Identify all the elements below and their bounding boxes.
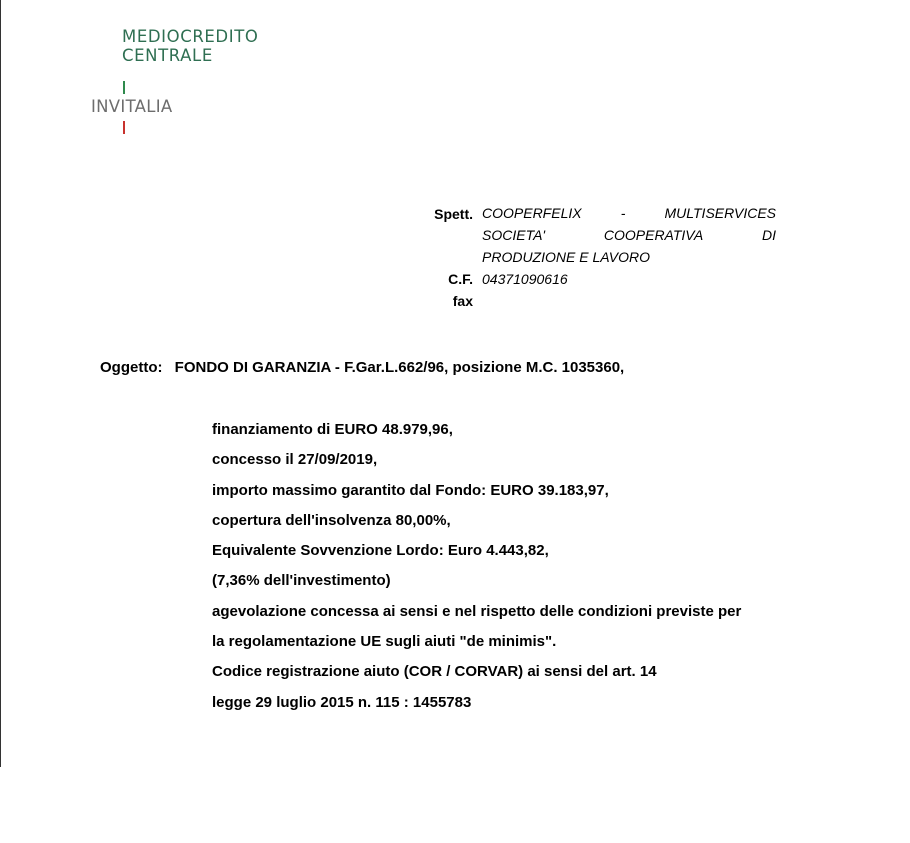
page-left-border xyxy=(0,0,1,767)
logo-line-centrale: CENTRALE xyxy=(122,46,213,65)
recipient-name-line-3: PRODUZIONE E LAVORO xyxy=(482,249,651,265)
detail-line: copertura dell'insolvenza 80,00%, xyxy=(212,511,451,529)
recipient-word: SOCIETA' xyxy=(482,227,546,243)
recipient-word: COOPERATIVA xyxy=(603,227,704,243)
cf-value: 04371090616 xyxy=(482,271,568,287)
spett-label: Spett. xyxy=(434,206,473,222)
logo-line-invitalia: INVITALIA xyxy=(91,97,173,116)
mediocredito-logo xyxy=(122,27,258,65)
logo-green-bar xyxy=(123,81,125,94)
recipient-name-line-2 xyxy=(482,224,776,246)
subject-line xyxy=(100,358,624,378)
recipient-word: DI xyxy=(761,227,776,243)
subject-text: FONDO DI GARANZIA - F.Gar.L.662/96, posizione M.C. 1035360, xyxy=(174,359,625,376)
guarantee-details xyxy=(212,419,741,722)
fax-label: fax xyxy=(452,293,473,309)
logo-red-bar xyxy=(123,121,125,134)
detail-line: importo massimo garantito dal Fondo: EURO 39.183,97, xyxy=(212,481,609,499)
cf-label: C.F. xyxy=(448,271,473,287)
recipient-name-line-1 xyxy=(482,202,776,224)
detail-line: concesso il 27/09/2019, xyxy=(212,451,378,469)
detail-line: legge 29 luglio 2015 n. 115 : 1455783 xyxy=(212,693,472,711)
detail-line: Codice registrazione aiuto (COR / CORVAR) ai sensi del art. 14 xyxy=(212,663,657,681)
recipient-name xyxy=(482,202,776,290)
recipient-word: - xyxy=(620,205,626,221)
detail-line: la regolamentazione UE sugli aiuti "de minimis". xyxy=(212,633,557,651)
detail-line: Equivalente Sovvenzione Lordo: Euro 4.443,82, xyxy=(212,542,549,560)
recipient-word: COOPERFELIX xyxy=(482,205,582,221)
logo-line-mediocredito: MEDIOCREDITO xyxy=(122,27,259,46)
detail-line: agevolazione concessa ai sensi e nel rispetto delle condizioni previste per xyxy=(212,602,742,620)
detail-line: finanziamento di EURO 48.979,96, xyxy=(212,421,453,438)
subject-label: Oggetto: xyxy=(100,359,163,376)
detail-line: (7,36% dell'investimento) xyxy=(212,572,391,590)
recipient-word: MULTISERVICES xyxy=(664,205,776,221)
